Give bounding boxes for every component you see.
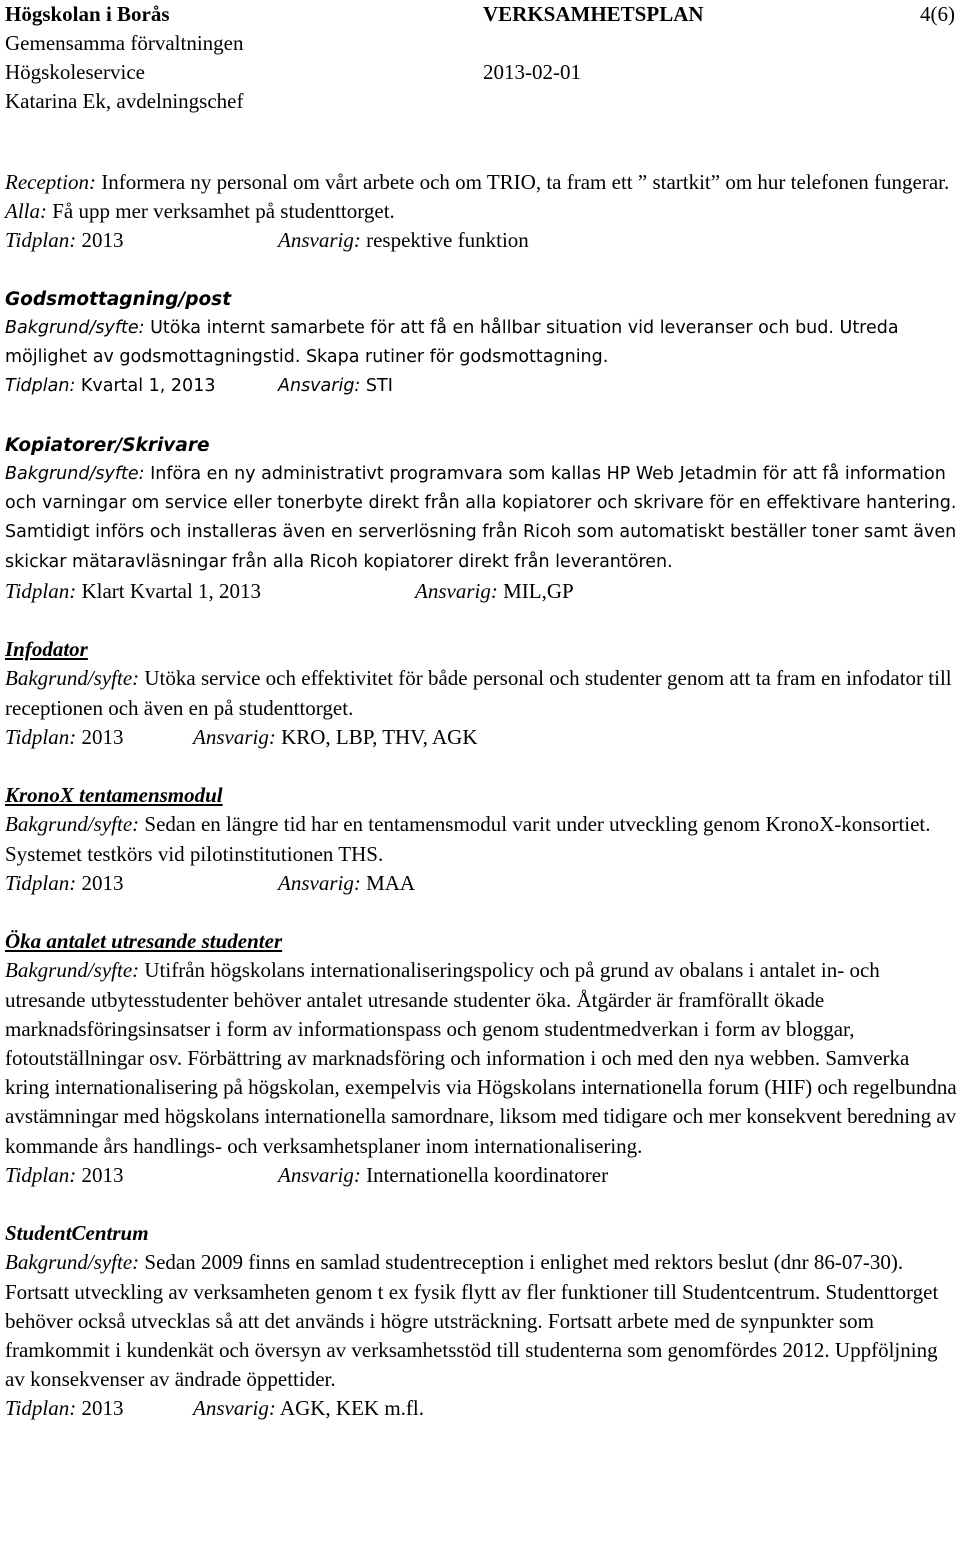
section-heading-kopiatorer: Kopiatorer/Skrivare	[5, 434, 210, 456]
bakgrund-text: Utöka service och effektivitet för både personal och studenter genom att ta fram en infodator till receptionen och även en på studenttorget.	[5, 666, 952, 720]
studentcentrum-tidplan-row	[5, 1394, 957, 1423]
tidplan-value: 2013	[76, 724, 124, 749]
bakgrund-label: Bakgrund/syfte:	[5, 666, 140, 691]
tidplan-label: Tidplan:	[5, 724, 77, 749]
bakgrund-text: Sedan 2009 finns en samlad studentreception i enlighet med rektors beslut (dnr 86-07-30). Fortsatt utveckling av verksamheten genom t ex fysik flytt av fler funktioner till Studentcentrum. Studenttorget behöver också utvecklas så att det används i högre utsträckning. Fortsatt arbete med de synpunkter som framkommit i kundenkät och översyn av verksamhetsstöd till studenterna som genomfördes 2012. Uppföljning av konsekvenser av ändrade öppettider.	[5, 1250, 939, 1392]
reception-paragraph	[5, 168, 957, 197]
page-header	[5, 0, 955, 116]
infodator-bakgrund	[5, 664, 957, 722]
document-date: 2013-02-01	[483, 60, 581, 84]
document-body	[5, 168, 957, 1424]
spacer	[5, 1190, 957, 1219]
page-number: 4(6)	[920, 2, 955, 26]
ansvarig-label: Ansvarig:	[278, 376, 361, 397]
tidplan-label: Tidplan:	[5, 870, 77, 895]
alla-text: Få upp mer verksamhet på studenttorget.	[47, 199, 395, 224]
bakgrund-label: Bakgrund/syfte:	[5, 1250, 140, 1275]
ansvarig-label: Ansvarig:	[278, 228, 361, 253]
section-heading-utresande: Öka antalet utresande studenter	[5, 929, 283, 954]
studentcentrum-bakgrund	[5, 1248, 957, 1394]
ansvarig-value: MIL,GP	[497, 578, 574, 603]
header-row-1	[5, 0, 955, 29]
intro-tidplan-row	[5, 226, 957, 255]
tidplan-value: 2013	[76, 1396, 124, 1421]
ansvarig-value: STI	[360, 376, 393, 397]
tidplan-value: 2013	[76, 228, 124, 253]
alla-paragraph	[5, 197, 957, 226]
ansvarig-value: KRO, LBP, THV, AGK	[275, 724, 478, 749]
bakgrund-text: Införa en ny administrativt programvara som kallas HP Web Jetadmin för att få information och varningar om service eller tonerbyte direkt från alla kopiatorer och skrivare för en effektivare hantering. Samtidigt införs och installeras även en serverlösning från Ricoh som automatiskt beställer toner samt även skickar mätaravläsningar från alla Ricoh kopiatorer direkt från leverantören.	[5, 463, 957, 572]
ansvarig-value: MAA	[360, 870, 416, 895]
spacer	[5, 606, 957, 635]
tidplan-label: Tidplan:	[5, 1396, 77, 1421]
tidplan-value: Klart Kvartal 1, 2013	[76, 578, 262, 603]
tidplan-label: Tidplan:	[5, 376, 76, 397]
spacer	[5, 402, 957, 431]
ansvarig	[193, 1394, 424, 1423]
ansvarig-label: Ansvarig:	[193, 724, 276, 749]
ansvarig	[278, 869, 415, 898]
tidplan-value: 2013	[76, 870, 124, 895]
bakgrund-label: Bakgrund/syfte:	[5, 812, 140, 837]
ansvarig-label: Ansvarig:	[278, 1162, 361, 1187]
document-title: VERKSAMHETSPLAN	[483, 2, 704, 26]
tidplan-value: Kvartal 1, 2013	[75, 376, 216, 397]
institution-name: Högskolan i Borås	[5, 2, 170, 26]
bakgrund-text: Sedan en längre tid har en tentamensmodul varit under utveckling genom KronoX-konsortiet. Systemet testkörs vid pilotinstitutionen THS.	[5, 812, 931, 866]
godsmottagning-bakgrund	[5, 314, 957, 372]
kronox-bakgrund	[5, 810, 957, 868]
ansvarig	[278, 372, 393, 401]
tidplan-label: Tidplan:	[5, 1162, 77, 1187]
department-name: Gemensamma förvaltningen	[5, 31, 244, 55]
tidplan-label: Tidplan:	[5, 228, 77, 253]
spacer	[5, 898, 957, 927]
ansvarig-value: Internationella koordinatorer	[360, 1162, 609, 1187]
bakgrund-label: Bakgrund/syfte:	[5, 958, 140, 983]
godsmottagning-tidplan-row	[5, 372, 957, 401]
ansvarig	[415, 577, 574, 606]
author-name: Katarina Ek, avdelningschef	[5, 89, 244, 113]
infodator-tidplan-row	[5, 723, 957, 752]
header-row-2	[5, 29, 955, 58]
bakgrund-label: Bakgrund/syfte:	[5, 317, 145, 338]
bakgrund-text: Utifrån högskolans internationaliseringspolicy och på grund av obalans i antalet in- och utresande utbytesstudenter behöver antalet utresande studenter öka. Åtgärder är framförallt ökade marknadsföringsinsatser i form av informationspass och genom studentmedverkan i form av bloggar, fotoutställningar osv. Förbättring av marknadsföring och information i och med den nya webben. Samverka kring internationalisering på högskolan, exempelvis via Högskolans internationella forum (HIF) och regelbundna avstämningar med högskolans internationella samordnare, liksom med tidigare och mer konsekvent beredning av kommande års handlings- och verksamhetsplaner inom internationalisering.	[5, 958, 957, 1158]
utresande-bakgrund	[5, 956, 957, 1160]
spacer	[5, 752, 957, 781]
ansvarig-value: AGK, KEK m.fl.	[275, 1396, 424, 1421]
unit-name: Högskoleservice	[5, 60, 145, 84]
kronox-tidplan-row	[5, 869, 957, 898]
spacer	[5, 256, 957, 285]
kopiatorer-tidplan-row	[5, 577, 957, 606]
ansvarig-value: respektive funktion	[360, 228, 529, 253]
alla-label: Alla:	[5, 199, 47, 224]
reception-text: Informera ny personal om vårt arbete och om TRIO, ta fram ett ” startkit” om hur telefonen fungerar.	[95, 170, 950, 194]
tidplan-label: Tidplan:	[5, 578, 77, 603]
bakgrund-text: Utöka internt samarbete för att få en hållbar situation vid leveranser och bud. Utreda möjlighet av godsmottagningstid. Skapa rutiner för godsmottagning.	[5, 317, 899, 368]
section-heading-kronox: KronoX tentamensmodul	[5, 783, 223, 808]
header-row-4	[5, 87, 955, 116]
ansvarig-label: Ansvarig:	[415, 578, 498, 603]
ansvarig	[278, 1161, 608, 1190]
ansvarig-label: Ansvarig:	[193, 1396, 276, 1421]
section-heading-infodator: Infodator	[5, 637, 88, 662]
kopiatorer-bakgrund	[5, 460, 957, 577]
header-row-3	[5, 58, 955, 87]
bakgrund-label: Bakgrund/syfte:	[5, 463, 145, 484]
utresande-tidplan-row	[5, 1161, 957, 1190]
section-heading-godsmottagning: Godsmottagning/post	[5, 288, 232, 310]
ansvarig	[278, 226, 529, 255]
ansvarig-label: Ansvarig:	[278, 870, 361, 895]
ansvarig	[193, 723, 478, 752]
reception-label: Reception:	[5, 170, 96, 194]
tidplan-value: 2013	[76, 1162, 124, 1187]
section-heading-studentcentrum: StudentCentrum	[5, 1221, 149, 1246]
